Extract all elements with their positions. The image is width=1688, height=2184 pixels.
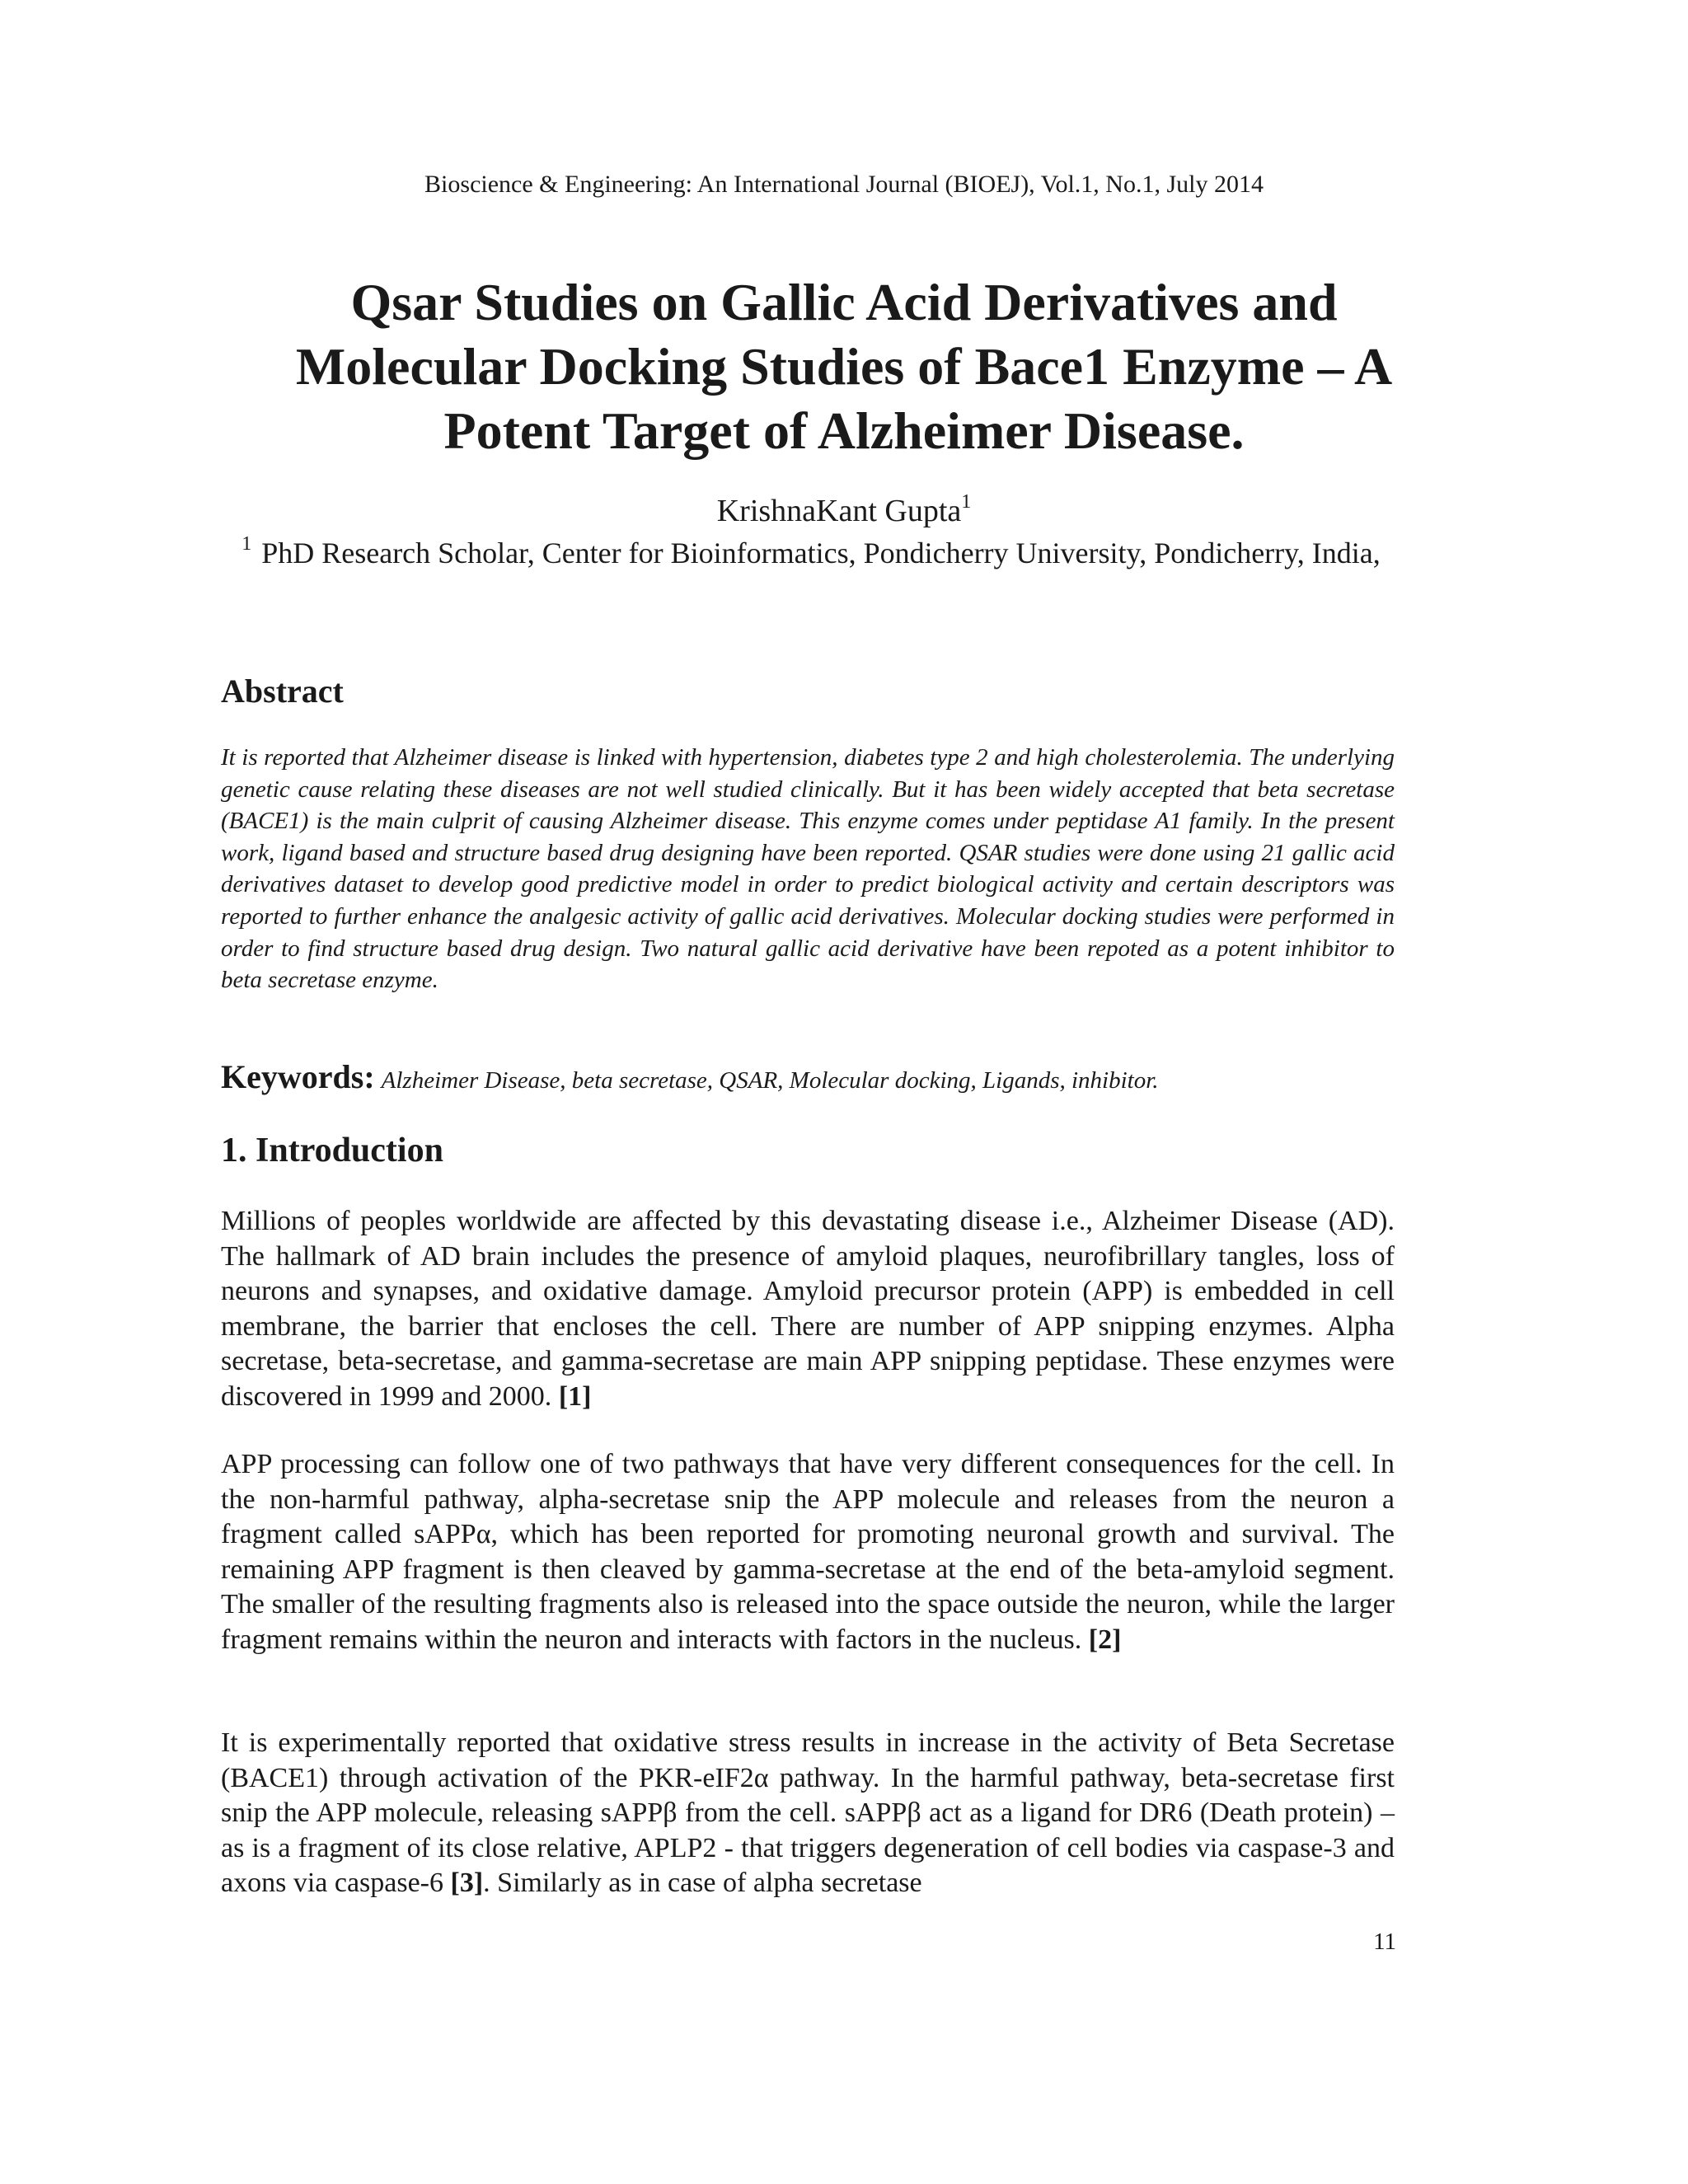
abstract-heading: Abstract — [221, 673, 344, 710]
title-line-2: Molecular Docking Studies of Bace1 Enzyme – A — [295, 337, 1393, 396]
intro-paragraph-2 — [221, 1447, 1395, 1658]
citation-ref-3: [3] — [450, 1868, 484, 1899]
intro-paragraph-3 — [221, 1726, 1395, 1901]
paper-title — [165, 270, 1523, 463]
title-line-1: Qsar Studies on Gallic Acid Derivatives and — [350, 273, 1338, 331]
abstract-text: It is reported that Alzheimer disease is linked with hypertension, diabetes type 2 and high cholesterolemia. The underlying genetic cause relating these diseases are not well studied clinically. But it has been widely accepted that beta secretase (BACE1) is the main culprit of causing Alzheimer disease. This enzyme comes under peptidase A1 family. In the present work, ligand based and structure based drug designing have been reported. QSAR studies were done using 21 gallic acid derivatives dataset to develop good predictive model in order to predict biological activity and certain descriptors was reported to further enhance the analgesic activity of gallic acid derivatives. Molecular docking studies were performed in order to find structure based drug design. Two natural gallic acid derivative have been repoted as a potent inhibitor to beta secretase enzyme. — [221, 744, 1395, 994]
author-name: KrishnaKant Gupta — [716, 494, 962, 528]
paragraph-3-text-after: . Similarly as in case of alpha secretase — [483, 1868, 922, 1899]
intro-paragraph-1 — [221, 1204, 1395, 1415]
citation-ref-1: [1] — [558, 1380, 592, 1412]
paragraph-2-text: APP processing can follow one of two pathways that have very different consequences for the cell. In the non-harmful pathway, alpha-secretase snip the APP molecule and releases from the neuron a fragment called sAPPα, which has been reported for promoting neuronal growth and survival. The remaining APP fragment is then cleaved by gamma-secretase at the end of the beta-amyloid segment. The smaller of the resulting fragments also is released into the space outside the neuron, while the larger fragment remains within the neuron and interacts with factors in the nucleus. — [221, 1449, 1395, 1655]
paragraph-1-text: Millions of peoples worldwide are affected by this devastating disease i.e., Alzheimer Disease (AD). The hallmark of AD brain includes the presence of amyloid plaques, neurofibrillary tangles, loss of neurons and synapses, and oxidative damage. Amyloid precursor protein (APP) is embedded in cell membrane, the barrier that encloses the cell. There are number of APP snipping enzymes. Alpha secretase, beta-secretase, and gamma-secretase are main APP snipping peptidase. These enzymes were discovered in 1999 and 2000. — [221, 1206, 1395, 1412]
keywords-label: Keywords: — [221, 1058, 375, 1095]
page-number: 11 — [1373, 1929, 1396, 1955]
citation-ref-2: [2] — [1088, 1624, 1122, 1655]
introduction-heading: 1. Introduction — [221, 1132, 443, 1169]
running-header: Bioscience & Engineering: An International Journal (BIOEJ), Vol.1, No.1, July 2014 — [424, 171, 1264, 198]
affiliation — [223, 534, 1400, 572]
affiliation-superscript: 1 — [241, 533, 252, 555]
keywords — [221, 1057, 1400, 1105]
affiliation-text: PhD Research Scholar, Center for Bioinformatics, Pondicherry University, Pondicherry, India, — [261, 537, 1381, 569]
author — [0, 491, 1688, 531]
paragraph-3-text-before: It is experimentally reported that oxidative stress results in increase in the activity of Beta Secretase (BACE1) through activation of the PKR-eIF2α pathway. In the harmful pathway, beta-secretase first snip the APP molecule, releasing sAPPβ from the cell. sAPPβ act as a ligand for DR6 (Death protein) – as is a fragment of its close relative, APLP2 - that triggers degeneration of cell bodies via caspase-3 and axons via caspase-6 — [221, 1727, 1395, 1899]
author-superscript: 1 — [961, 491, 972, 513]
keywords-text: Alzheimer Disease, beta secretase, QSAR, Molecular docking, Ligands, inhibitor. — [381, 1067, 1159, 1094]
title-line-3: Potent Target of Alzheimer Disease. — [443, 401, 1245, 460]
